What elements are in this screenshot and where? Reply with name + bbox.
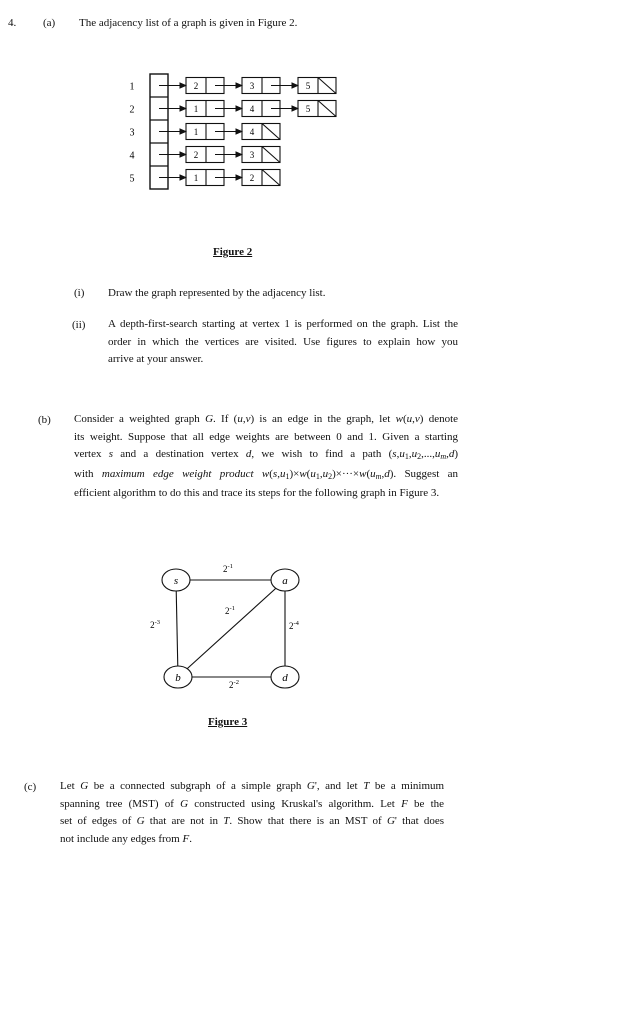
part-b-line-5: efficient algorithm to do this and trace its steps for the following graph in Figure 3.	[74, 487, 440, 499]
part-b-line-1-text-d: denote	[428, 413, 459, 425]
graph-node-label-b: b	[175, 672, 181, 684]
part-b-line-3: vertex s and a destination vertex d, we wish to find a path $(s,u_1,u_2,...,u_m,d)$	[74, 448, 459, 461]
null-pointer-mark	[262, 147, 280, 163]
node-value: 1	[193, 104, 199, 114]
part-c-line-1-text-b: be a connected subgraph of a simple graph	[93, 780, 302, 792]
part-c-line-3-text-a: set of edges of	[60, 815, 132, 827]
part-b-line-4: with maximum edge weight product $w(s,u_1)\times w(u_1,u_2)\times\cdot\cdot\cdot\times w(u_m,d)$. Suggest an	[74, 467, 458, 481]
part-b-line-1-text-a: Consider a weighted graph	[74, 413, 200, 425]
vertex-label: 2	[129, 104, 135, 116]
question-number: 4.	[8, 17, 17, 29]
node-value: 5	[305, 104, 311, 114]
part-c-line-3-text-c: . Show that there is an MST of	[229, 815, 382, 827]
part-c-line-2-text-a: spanning tree (MST) of	[60, 797, 174, 810]
part-c-line-3-text-d: that does	[402, 815, 445, 827]
part-a-ii-line-3: arrive at your answer.	[108, 353, 204, 365]
part-a-label: (a)	[43, 17, 56, 29]
node-value: 1	[193, 127, 199, 137]
part-b-line-3-text-b: and a destination vertex	[120, 448, 239, 460]
null-pointer-mark	[262, 170, 280, 186]
node-value: 3	[249, 150, 255, 160]
part-a-ii-line-1: A depth-first-search starting at vertex 1 is performed on the graph. List the	[108, 318, 458, 330]
part-c-line-2-text-c: be the	[414, 797, 445, 810]
part-c-line-1-text-d: be a minimum	[374, 780, 445, 792]
figure-2-adjacency-list	[0, 0, 627, 240]
part-c-text	[60, 778, 444, 848]
vertex-label: 4	[129, 150, 135, 162]
part-c-line-3: set of edges of G that are not in T. Show that there is an MST of G' that does	[60, 815, 445, 827]
part-c-line-4-text-b: .	[189, 832, 192, 845]
edge-weight-b-d: $2^{-2}$	[229, 679, 239, 690]
part-a-i-text: Draw the graph represented by the adjacency list.	[108, 287, 326, 299]
figure-3-caption: Figure 3	[208, 716, 248, 728]
part-c-line-3-text-b: that are not in	[149, 815, 219, 827]
null-pointer-mark	[318, 101, 336, 117]
edge-weight-s-b: $2^{-3}$	[150, 619, 160, 630]
part-c-line-1-text-a: Let	[60, 780, 75, 792]
graph-edge-b-a	[178, 580, 285, 677]
part-c-line-1-text-c: , and let	[316, 780, 358, 792]
part-c-line-1: Let G be a connected subgraph of a simple graph G', and let T be a minimum	[60, 780, 445, 792]
vertex-label: 1	[129, 81, 135, 93]
node-value: 4	[249, 127, 255, 137]
vertex-label: 3	[129, 127, 135, 139]
figure-2-caption: Figure 2	[213, 246, 253, 258]
list-node	[242, 124, 280, 140]
list-node	[298, 78, 336, 94]
part-a-ii-text	[108, 316, 458, 369]
part-b-line-3-text-c: , we wish to find a path	[251, 448, 382, 460]
edge-weight-s-a: $2^{-1}$	[223, 563, 233, 574]
vertex-label: 5	[129, 173, 135, 185]
part-b-line-4-emphasis: maximum edge weight product	[101, 467, 254, 480]
list-node	[242, 147, 280, 163]
list-node	[242, 170, 280, 186]
part-b-line-2: its weight. Suppose that all edge weights are between 0 and 1. Given a starting	[74, 430, 458, 443]
part-b-text	[74, 411, 458, 503]
part-c-line-4: not include any edges from F.	[60, 832, 192, 845]
part-c-line-2: spanning tree (MST) of G constructed using Kruskal's algorithm. Let F be the	[60, 797, 445, 810]
part-b-line-1-text-b: . If	[213, 413, 229, 425]
part-a-ii-label: (ii)	[72, 319, 86, 331]
part-a-intro: The adjacency list of a graph is given in Figure 2.	[79, 17, 298, 29]
node-value: 5	[305, 81, 311, 91]
part-c-label: (c)	[24, 781, 37, 793]
graph-edge-s-b	[176, 580, 178, 677]
part-b-line-4-text-a: with	[74, 467, 94, 480]
null-pointer-mark	[262, 124, 280, 140]
part-c-line-4-text-a: not include any edges from	[60, 832, 180, 845]
graph-node-label-a: a	[282, 575, 288, 587]
part-c-line-2-text-b: constructed using Kruskal's algorithm. Let	[194, 797, 395, 810]
part-b-label: (b)	[38, 414, 51, 426]
node-value: 1	[193, 173, 199, 183]
null-pointer-mark	[318, 78, 336, 94]
node-value: 2	[193, 150, 199, 160]
node-value: 4	[249, 104, 255, 114]
graph-node-label-d: d	[282, 672, 288, 684]
edge-weight-b-a: $2^{-1}$	[225, 605, 235, 616]
part-b-line-4-text-b: . Suggest an	[393, 467, 458, 480]
part-b-line-1-text-c: is an edge in the graph, let	[259, 413, 391, 425]
graph-node-label-s: s	[173, 575, 179, 587]
figure-3-weighted-graph	[0, 540, 627, 710]
part-a-ii-line-2: order in which the vertices are visited. Use figures to explain how you	[108, 335, 458, 348]
node-value: 2	[249, 173, 255, 183]
part-a-i-label: (i)	[74, 287, 85, 299]
node-value: 2	[193, 81, 199, 91]
edge-weight-a-d: $2^{-4}$	[289, 620, 299, 631]
part-b-line-3-text-a: vertex	[74, 448, 102, 460]
node-value: 3	[249, 81, 255, 91]
list-node	[298, 101, 336, 117]
part-b-line-1: Consider a weighted graph G. If (u,v) is an edge in the graph, let w(u,v) denote	[74, 413, 459, 425]
